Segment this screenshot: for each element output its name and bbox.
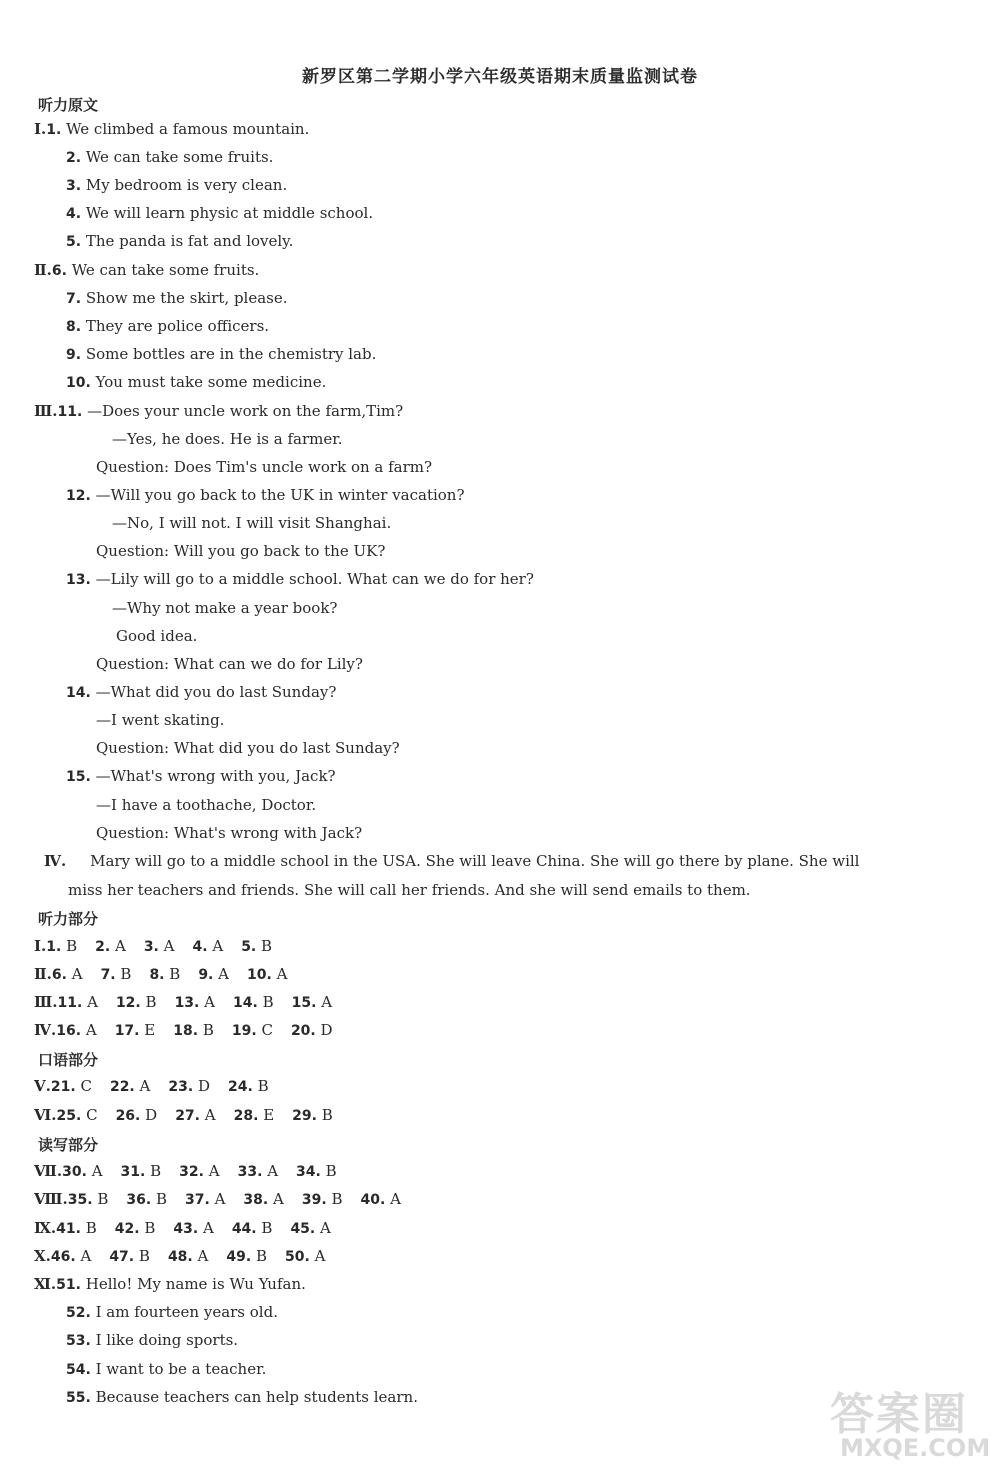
answer-letter: D xyxy=(320,1021,333,1039)
answer-entry xyxy=(302,1190,343,1208)
answer-entry xyxy=(58,993,98,1011)
answer-letter: B xyxy=(120,965,132,983)
item-number: 42. xyxy=(114,1221,140,1237)
answer-letter: B xyxy=(202,1021,214,1039)
transcript-item-13 xyxy=(66,570,534,588)
transcript-item-11 xyxy=(34,402,403,420)
item-text: I like doing sports. xyxy=(95,1331,239,1349)
item-number: 6. xyxy=(51,967,67,983)
section-heading-listening-text: 听力原文 xyxy=(38,96,99,114)
answer-entry xyxy=(101,965,132,983)
answer-letter: B xyxy=(138,1247,150,1265)
dialogue-line: —What did you do last Sunday? xyxy=(95,683,337,701)
item-number: 43. xyxy=(173,1221,199,1237)
item-number: 27. xyxy=(175,1108,200,1124)
watermark-url: MXQE.COM xyxy=(840,1434,991,1462)
item-number: 33. xyxy=(237,1164,263,1180)
answer-letter: B xyxy=(261,1219,273,1237)
passage-line: miss her teachers and friends. She will call her friends. And she will send emails to them. xyxy=(68,881,751,899)
roman-numeral: Ⅰ. xyxy=(34,120,47,138)
item-number: 15. xyxy=(66,769,91,785)
item-number: 4. xyxy=(192,939,208,955)
answer-entry xyxy=(247,965,287,983)
answer-entry xyxy=(121,1162,162,1180)
item-number: 35. xyxy=(67,1192,93,1208)
item-number: 7. xyxy=(66,291,82,307)
answer-item-54 xyxy=(66,1360,266,1378)
answer-row xyxy=(34,1190,401,1208)
answer-item-55 xyxy=(66,1388,418,1406)
roman-numeral: Ⅺ. xyxy=(34,1275,57,1293)
answer-entry xyxy=(232,1021,273,1039)
item-number: 5. xyxy=(66,234,82,250)
item-number: 12. xyxy=(115,995,141,1011)
transcript-item-12 xyxy=(66,486,465,504)
watermark-logo xyxy=(830,1378,990,1468)
answer-entry xyxy=(193,937,224,955)
answer-letter: B xyxy=(66,937,78,955)
answer-entry xyxy=(285,1247,325,1265)
transcript-item-5 xyxy=(66,232,293,250)
item-number: 46. xyxy=(50,1249,76,1265)
item-number: 10. xyxy=(247,967,272,983)
question-line: Question: What can we do for Lily? xyxy=(96,655,363,673)
answer-row xyxy=(34,1247,325,1265)
item-number: 7. xyxy=(100,967,116,983)
item-number: 23. xyxy=(168,1079,194,1095)
roman-numeral: Ⅱ. xyxy=(34,965,52,983)
dialogue-line: —Lily will go to a middle school. What can we do for her? xyxy=(95,570,534,588)
answer-letter: A xyxy=(214,1190,226,1208)
answer-letter: A xyxy=(204,1106,216,1124)
item-number: 9. xyxy=(198,967,214,983)
item-number: 11. xyxy=(57,995,83,1011)
roman-numeral: Ⅲ. xyxy=(34,402,58,420)
item-number: 31. xyxy=(120,1164,146,1180)
answer-entry xyxy=(175,1106,215,1124)
item-number: 13. xyxy=(174,995,200,1011)
answer-letter: E xyxy=(263,1106,275,1124)
answer-letter: C xyxy=(261,1021,273,1039)
item-number: 14. xyxy=(233,995,258,1011)
answer-entry xyxy=(56,1219,97,1237)
item-text: The panda is fat and lovely. xyxy=(85,232,294,250)
item-number: 15. xyxy=(291,995,317,1011)
item-number: 51. xyxy=(56,1277,81,1293)
answer-item-53 xyxy=(66,1331,238,1349)
dialogue-line: —Yes, he does. He is a farmer. xyxy=(112,430,343,448)
item-text: You must take some medicine. xyxy=(95,373,327,391)
answer-letter: A xyxy=(208,1162,220,1180)
answer-letter: A xyxy=(202,1219,214,1237)
answer-letter: B xyxy=(257,1077,269,1095)
watermark-text: 答案圈 xyxy=(830,1389,968,1440)
dialogue-line: —What's wrong with you, Jack? xyxy=(95,767,336,785)
answer-letter: A xyxy=(197,1247,209,1265)
item-number: 2. xyxy=(95,939,111,955)
answer-letter: D xyxy=(197,1077,211,1095)
answer-entry xyxy=(238,1162,278,1180)
answer-entry xyxy=(179,1162,219,1180)
item-text: They are police officers. xyxy=(85,317,270,335)
item-number: 34. xyxy=(296,1164,321,1180)
item-number: 4. xyxy=(66,206,82,222)
item-number: 37. xyxy=(184,1192,210,1208)
answer-letter: C xyxy=(86,1106,98,1124)
answer-letter: E xyxy=(144,1021,156,1039)
answer-letter: A xyxy=(114,937,126,955)
transcript-item-8 xyxy=(66,317,269,335)
answer-entry xyxy=(46,937,77,955)
answer-item-51 xyxy=(34,1275,306,1293)
answer-entry xyxy=(175,993,215,1011)
answer-letter: A xyxy=(85,1021,97,1039)
answer-entry xyxy=(51,1077,92,1095)
answer-letter: B xyxy=(145,993,157,1011)
roman-numeral: Ⅴ. xyxy=(34,1077,51,1095)
item-number: 29. xyxy=(292,1108,317,1124)
item-number: 48. xyxy=(167,1249,193,1265)
answer-item-52 xyxy=(66,1303,278,1321)
answer-letter: A xyxy=(267,1162,279,1180)
item-number: 12. xyxy=(66,488,91,504)
item-number: 9. xyxy=(66,347,82,363)
answer-entry xyxy=(198,965,229,983)
answer-row xyxy=(34,993,332,1011)
item-number: 1. xyxy=(46,122,62,138)
answer-entry xyxy=(290,1219,330,1237)
answer-entry xyxy=(95,937,126,955)
item-number: 41. xyxy=(56,1221,81,1237)
answer-entry xyxy=(173,1021,214,1039)
answer-letter: A xyxy=(276,965,288,983)
item-number: 18. xyxy=(173,1023,199,1039)
answer-letter: A xyxy=(139,1077,151,1095)
dialogue-line: —I went skating. xyxy=(96,711,225,729)
transcript-passage xyxy=(44,852,859,870)
answer-letter: B xyxy=(85,1219,97,1237)
item-number: 13. xyxy=(66,572,91,588)
answer-letter: A xyxy=(273,1190,284,1208)
answer-letter: A xyxy=(320,1219,331,1237)
answer-entry xyxy=(68,1190,109,1208)
answer-letter: B xyxy=(155,1190,167,1208)
roman-numeral: Ⅳ. xyxy=(34,1021,57,1039)
answer-letter: D xyxy=(145,1106,158,1124)
transcript-item-7 xyxy=(66,289,288,307)
item-number: 25. xyxy=(56,1108,82,1124)
item-text: I am fourteen years old. xyxy=(95,1303,278,1321)
answer-letter: B xyxy=(97,1190,109,1208)
roman-numeral: Ⅳ. xyxy=(44,852,67,870)
question-line: Question: Does Tim's uncle work on a farm? xyxy=(96,458,433,476)
answer-letter: A xyxy=(212,937,224,955)
item-number: 26. xyxy=(115,1108,141,1124)
answer-letter: A xyxy=(80,1247,92,1265)
item-number: 8. xyxy=(149,967,165,983)
question-line: Question: Will you go back to the UK? xyxy=(96,542,386,560)
item-text: We can take some fruits. xyxy=(71,261,260,279)
item-number: 47. xyxy=(109,1249,135,1265)
transcript-item-15 xyxy=(66,767,336,785)
transcript-item-14 xyxy=(66,683,336,701)
answer-letter: A xyxy=(163,937,175,955)
answer-entry xyxy=(292,993,332,1011)
item-number: 45. xyxy=(290,1221,316,1237)
question-line: Question: What did you do last Sunday? xyxy=(96,739,400,757)
dialogue-line: —Does your uncle work on the farm,Tim? xyxy=(87,402,404,420)
item-number: 55. xyxy=(66,1390,91,1406)
answer-letter: B xyxy=(150,1162,162,1180)
roman-numeral: Ⅷ. xyxy=(34,1190,68,1208)
answer-letter: A xyxy=(91,1162,103,1180)
answer-entry xyxy=(233,993,274,1011)
answer-letter: B xyxy=(262,993,274,1011)
item-number: 21. xyxy=(50,1079,76,1095)
page-title: 新罗区第二学期小学六年级英语期末质量监测试卷 xyxy=(302,67,698,87)
item-number: 20. xyxy=(290,1023,316,1039)
answer-entry xyxy=(115,1021,156,1039)
dialogue-line: —No, I will not. I will visit Shanghai. xyxy=(112,514,392,532)
passage-line: Mary will go to a middle school in the USA. She will leave China. She will go there by plane. She will xyxy=(90,852,860,870)
answer-entry xyxy=(228,1077,269,1095)
answer-letter: B xyxy=(261,937,273,955)
dialogue-line: Good idea. xyxy=(116,627,198,645)
item-text: Because teachers can help students learn. xyxy=(95,1388,418,1406)
transcript-item-4 xyxy=(66,204,373,222)
item-number: 11. xyxy=(57,404,83,420)
item-number: 1. xyxy=(46,939,62,955)
item-number: 52. xyxy=(66,1305,91,1321)
transcript-item-10 xyxy=(66,373,326,391)
dialogue-line: —Why not make a year book? xyxy=(112,599,338,617)
answer-letter: A xyxy=(71,965,83,983)
answer-entry xyxy=(149,965,180,983)
answer-row xyxy=(34,965,287,983)
answer-entry xyxy=(56,1021,96,1039)
item-number: 53. xyxy=(66,1333,91,1349)
answer-entry xyxy=(56,1106,97,1124)
item-number: 24. xyxy=(228,1079,253,1095)
item-text: Show me the skirt, please. xyxy=(85,289,288,307)
answer-entry xyxy=(226,1247,267,1265)
answer-entry xyxy=(291,1021,333,1039)
answer-entry xyxy=(109,1247,150,1265)
roman-numeral: Ⅲ. xyxy=(34,993,58,1011)
item-text: My bedroom is very clean. xyxy=(85,176,288,194)
roman-numeral: Ⅶ. xyxy=(34,1162,63,1180)
roman-numeral: Ⅱ. xyxy=(34,261,52,279)
item-text: We can take some fruits. xyxy=(85,148,274,166)
transcript-item-1 xyxy=(34,120,309,138)
answer-row xyxy=(34,1162,337,1180)
item-number: 36. xyxy=(126,1192,152,1208)
item-number: 17. xyxy=(114,1023,140,1039)
answer-letter: A xyxy=(321,993,333,1011)
dialogue-line: —I have a toothache, Doctor. xyxy=(96,796,317,814)
answer-row xyxy=(34,1077,269,1095)
answer-entry xyxy=(232,1219,273,1237)
item-number: 39. xyxy=(301,1192,327,1208)
item-number: 38. xyxy=(243,1192,269,1208)
item-number: 3. xyxy=(143,939,159,955)
answer-letter: A xyxy=(314,1247,326,1265)
item-number: 30. xyxy=(62,1164,87,1180)
answer-row xyxy=(34,1219,331,1237)
answer-entry xyxy=(360,1190,400,1208)
transcript-item-2 xyxy=(66,148,273,166)
item-number: 40. xyxy=(360,1192,386,1208)
item-number: 8. xyxy=(66,319,82,335)
answer-letter: B xyxy=(321,1106,333,1124)
section-heading-oral: 口语部分 xyxy=(38,1051,99,1069)
item-number: 19. xyxy=(231,1023,257,1039)
question-line: Question: What's wrong with Jack? xyxy=(96,824,363,842)
item-number: 6. xyxy=(51,263,67,279)
section-heading-listening: 听力部分 xyxy=(38,910,99,928)
roman-numeral: Ⅰ. xyxy=(34,937,47,955)
answer-entry xyxy=(234,1106,275,1124)
answer-entry xyxy=(116,1106,158,1124)
answer-letter: C xyxy=(80,1077,92,1095)
answer-entry xyxy=(126,1190,167,1208)
answer-letter: A xyxy=(87,993,98,1011)
answer-entry xyxy=(243,1190,283,1208)
answer-letter: B xyxy=(169,965,181,983)
answer-entry xyxy=(185,1190,225,1208)
item-number: 54. xyxy=(66,1362,91,1378)
item-text: I want to be a teacher. xyxy=(95,1360,267,1378)
item-number: 5. xyxy=(241,939,257,955)
item-number: 28. xyxy=(233,1108,259,1124)
answer-letter: A xyxy=(390,1190,401,1208)
transcript-item-6 xyxy=(34,261,259,279)
item-text: Hello! My name is Wu Yufan. xyxy=(85,1275,306,1293)
item-number: 44. xyxy=(231,1221,257,1237)
answer-letter: B xyxy=(331,1190,343,1208)
answer-entry xyxy=(51,1247,91,1265)
transcript-item-9 xyxy=(66,345,376,363)
answer-letter: B xyxy=(144,1219,156,1237)
answer-entry xyxy=(62,1162,102,1180)
item-number: 3. xyxy=(66,178,82,194)
item-number: 10. xyxy=(66,375,91,391)
answer-letter: B xyxy=(325,1162,337,1180)
item-text: We will learn physic at middle school. xyxy=(85,204,374,222)
answer-entry xyxy=(115,1219,156,1237)
answer-row xyxy=(34,1106,333,1124)
item-text: We climbed a famous mountain. xyxy=(66,120,310,138)
item-number: 50. xyxy=(285,1249,310,1265)
item-number: 14. xyxy=(66,685,91,701)
transcript-item-3 xyxy=(66,176,287,194)
roman-numeral: Ⅸ. xyxy=(34,1219,57,1237)
answer-entry xyxy=(173,1219,213,1237)
answer-letter: A xyxy=(218,965,229,983)
answer-entry xyxy=(168,1077,210,1095)
item-number: 22. xyxy=(109,1079,135,1095)
section-heading-reading-writing: 读写部分 xyxy=(38,1136,99,1154)
answer-entry xyxy=(168,1247,208,1265)
answer-entry xyxy=(292,1106,333,1124)
item-number: 32. xyxy=(179,1164,204,1180)
item-text: Some bottles are in the chemistry lab. xyxy=(85,345,377,363)
answer-entry xyxy=(52,965,83,983)
answer-entry xyxy=(144,937,175,955)
answer-row xyxy=(34,937,272,955)
answer-entry xyxy=(241,937,272,955)
item-number: 2. xyxy=(66,150,82,166)
answer-letter: A xyxy=(204,993,215,1011)
answer-row xyxy=(34,1021,333,1039)
roman-numeral: Ⅵ. xyxy=(34,1106,57,1124)
answer-letter: B xyxy=(255,1247,267,1265)
roman-numeral: Ⅹ. xyxy=(34,1247,51,1265)
answer-entry xyxy=(110,1077,150,1095)
item-number: 49. xyxy=(226,1249,252,1265)
item-number: 16. xyxy=(56,1023,82,1039)
answer-entry xyxy=(116,993,157,1011)
answer-entry xyxy=(296,1162,337,1180)
dialogue-line: —Will you go back to the UK in winter vacation? xyxy=(95,486,465,504)
